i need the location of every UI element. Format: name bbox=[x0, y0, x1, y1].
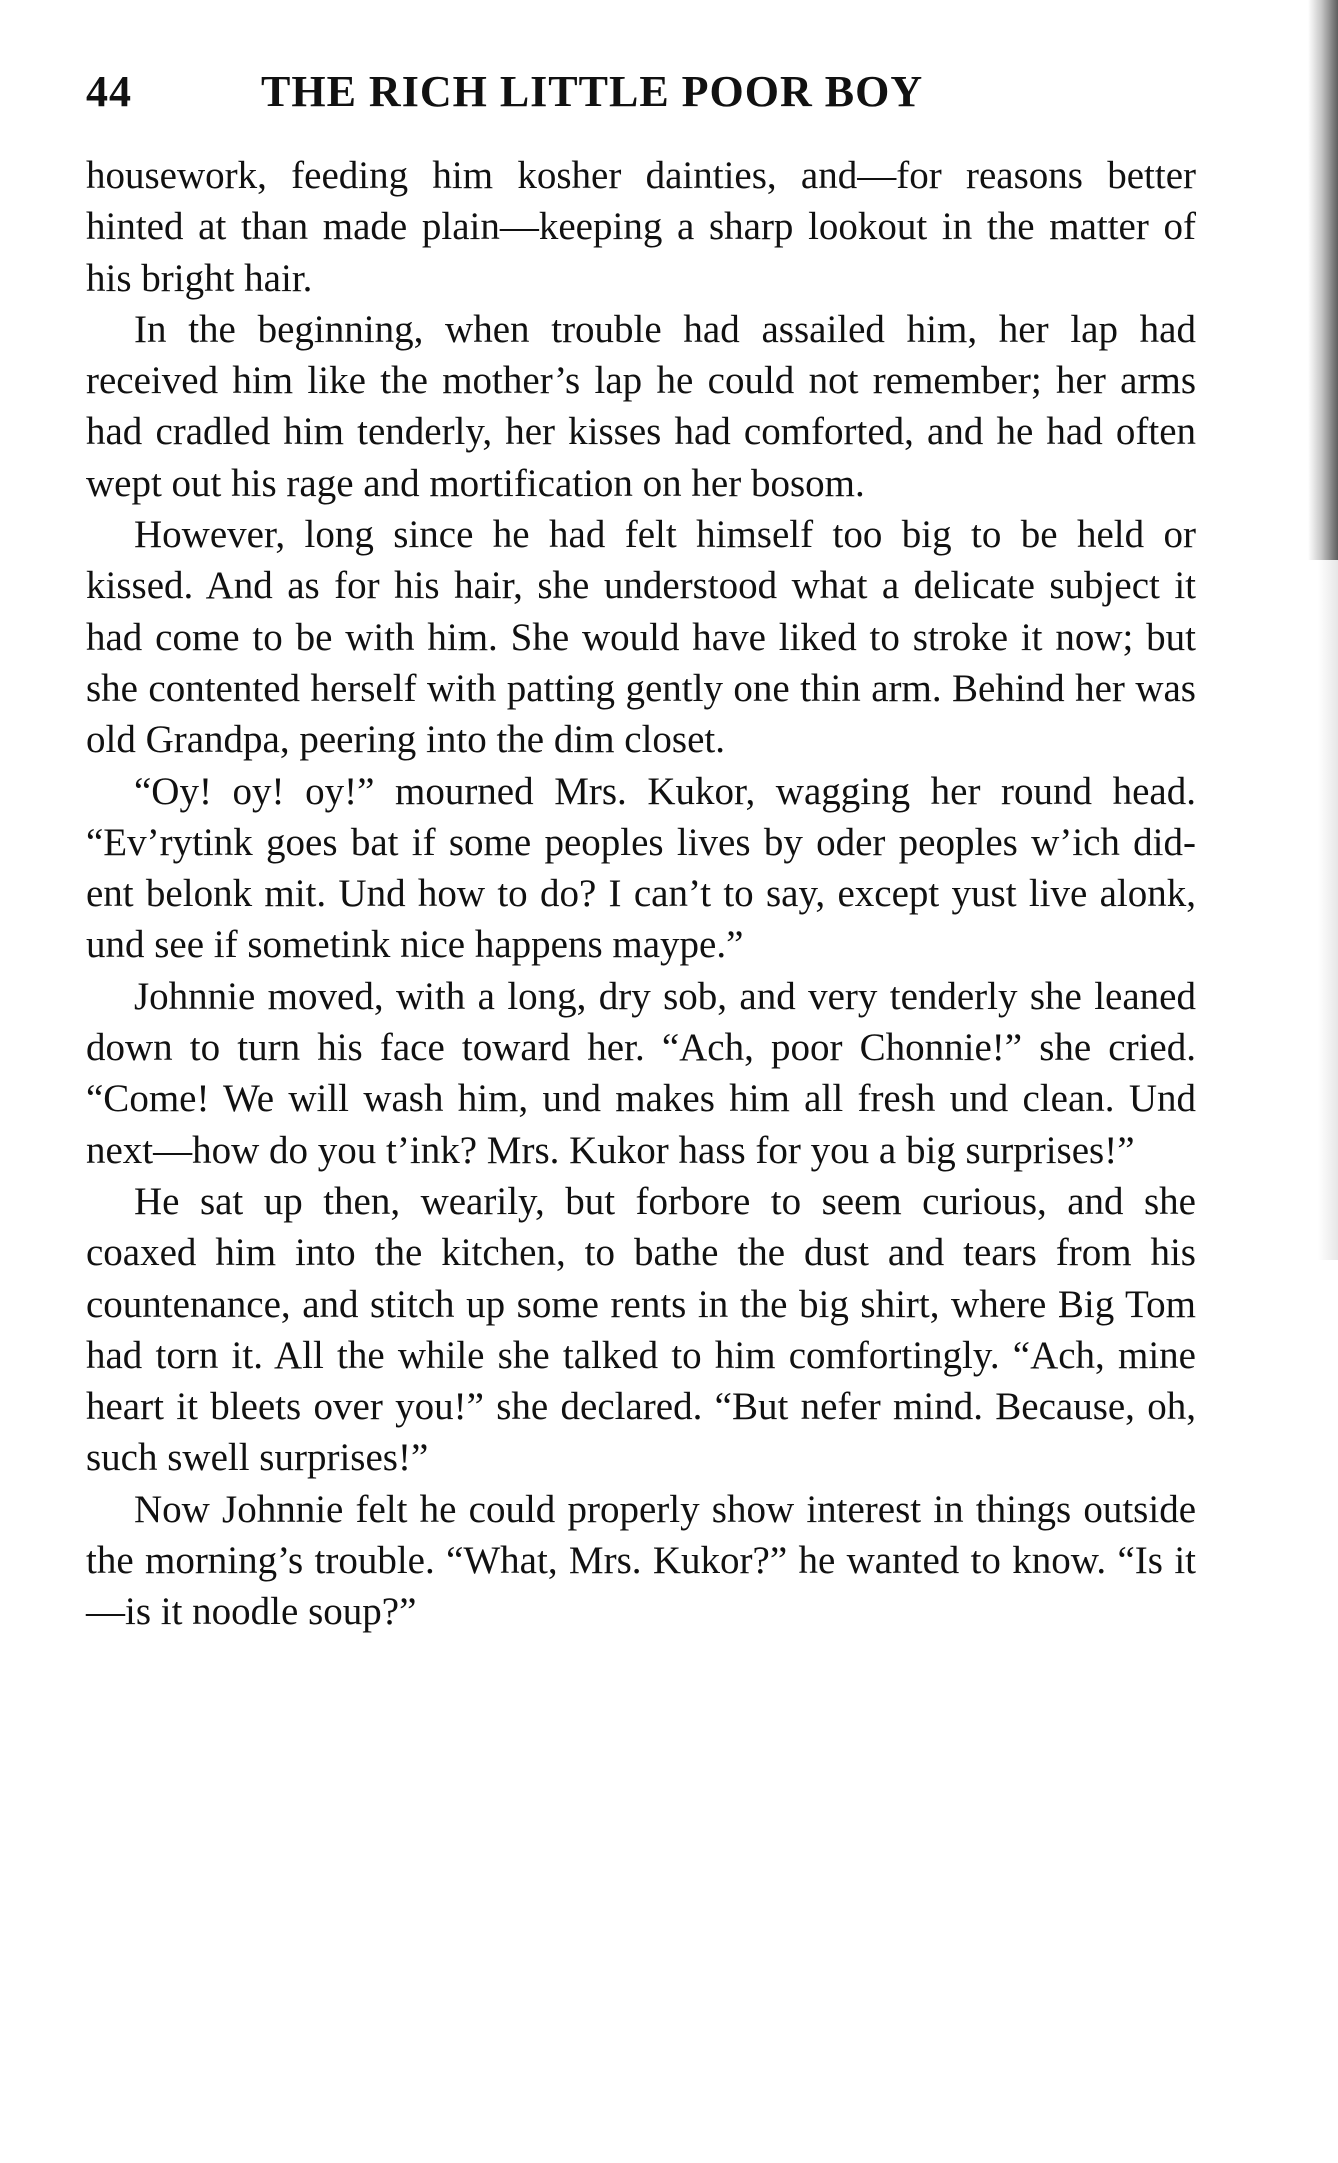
paragraph: Now Johnnie felt he could properly show interest in things outside the morning’s trouble. “What, Mrs. Kukor?” he wanted to know. “Is it—is it noodle soup?” bbox=[86, 1487, 1196, 1634]
running-title: THE RICH LITTLE POOR BOY bbox=[261, 67, 924, 116]
body-text bbox=[86, 150, 1196, 1638]
paragraph: “Oy! oy! oy!” mourned Mrs. Kukor, wagging her round head. “Ev’rytink goes bat if some peoples lives by oder peoples w’ich did-ent belonk mit. Und how to do? I can’t to say, except yust live alonk, und see if sometink nice happens maype.” bbox=[86, 769, 1196, 967]
binding-shadow bbox=[1308, 0, 1338, 560]
paragraph-continued: housework, feeding him kosher dainties, and—for reasons better hinted at than made plain—keeping a sharp lookout in the matter of his bright hair. bbox=[86, 154, 1196, 300]
page-number: 44 bbox=[86, 67, 132, 116]
paragraph: In the beginning, when trouble had assailed him, her lap had received him like the mother’s lap he could not remember; her arms had cradled him tenderly, her kisses had comforted, and he had often wept out his rage and mortification on her bosom. bbox=[86, 307, 1196, 505]
binding-shadow-lower bbox=[1318, 560, 1338, 1260]
paragraph: Johnnie moved, with a long, dry sob, and very tenderly she leaned down to turn his face toward her. “Ach, poor Chonnie!” she cried. “Come! We will wash him, und makes him all fresh und clean. Und next—how do you t’ink? Mrs. Kukor hass for you a big surprises!” bbox=[86, 974, 1196, 1172]
paragraph: He sat up then, wearily, but forbore to seem curious, and she coaxed him into the kitchen, to bathe the dust and tears from his countenance, and stitch up some rents in the big shirt, where Big Tom had torn it. All the while she talked to him comfortingly. “Ach, mine heart it bleets over you!” she declared. “But nefer mind. Because, oh, such swell surprises!” bbox=[86, 1179, 1196, 1480]
paragraph: However, long since he had felt himself too big to be held or kissed. And as for his hair, she understood what a delicate subject it had come to be with him. She would have liked to stroke it now; but she contented herself with patting gently one thin arm. Behind her was old Grandpa, peering into the dim closet. bbox=[86, 513, 1196, 762]
running-header bbox=[86, 62, 1226, 122]
